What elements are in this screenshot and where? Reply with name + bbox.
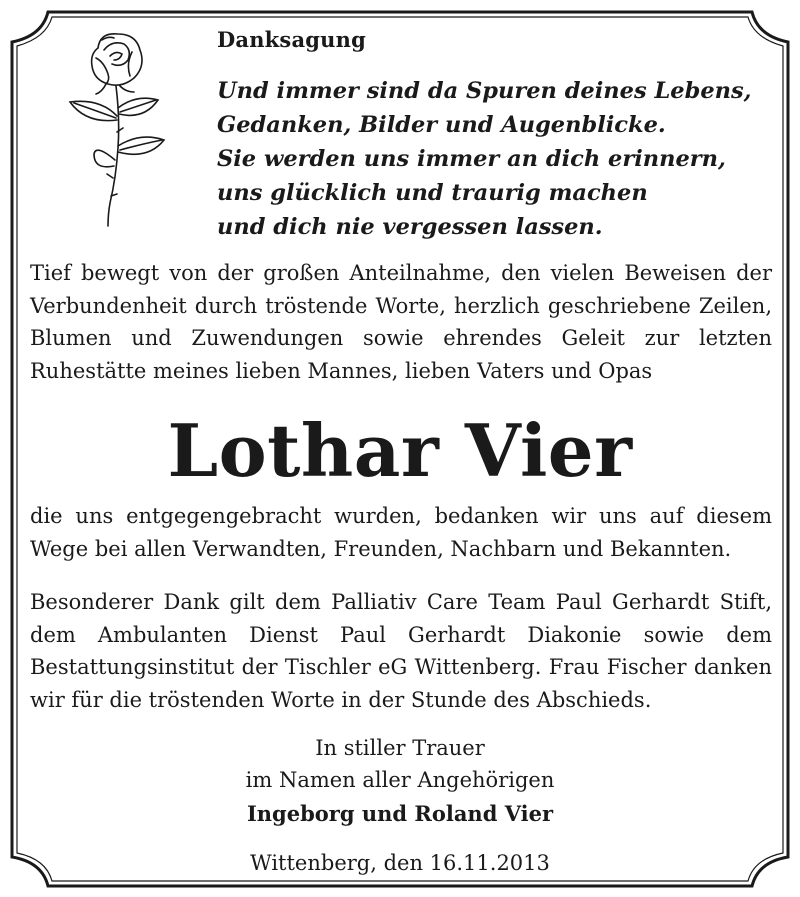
- closing-line-mourning: In stiller Trauer: [315, 736, 485, 760]
- closing-line-relatives: im Namen aller Angehörigen: [245, 768, 555, 792]
- poem-line: Und immer sind da Spuren deines Lebens,: [217, 78, 752, 104]
- paragraph-special-thanks: Besonderer Dank gilt dem Palliativ Care Team Paul Gerhardt Stift, dem Ambulanten Dienst Paul Gerhardt Diakonie sowie dem Bestattungsinstitut der Tischler eG Wittenberg. Frau Fischer danken wir für die tröstenden Worte in der Stunde des Abschieds.: [30, 590, 772, 712]
- poem: [217, 74, 752, 244]
- paragraph-gratitude-intro: Tief bewegt von der großen Anteilnahme, den vielen Beweisen der Verbundenheit durch tröstende Worte, herzlich geschriebene Zeilen, Blumen und Zuwendungen sowie ehrendes Geleit zur letzten Ruhestätte meines lieben Mannes, lieben Vaters und Opas: [30, 261, 772, 383]
- place-date: Wittenberg, den 16.11.2013: [250, 851, 550, 875]
- poem-line: uns glücklich und traurig machen: [217, 180, 648, 206]
- heading-danksagung: Danksagung: [217, 27, 366, 52]
- deceased-name: Lothar Vier: [167, 408, 633, 493]
- poem-line: und dich nie vergessen lassen.: [217, 214, 603, 240]
- signatories: Ingeborg und Roland Vier: [246, 801, 554, 826]
- rose-icon: [60, 28, 170, 233]
- paragraph-thanks: die uns entgegengebracht wurden, bedanken wir uns auf diesem Wege bei allen Verwandten, Freunden, Nachbarn und Bekannten.: [30, 504, 772, 561]
- poem-line: Sie werden uns immer an dich erinnern,: [217, 146, 726, 172]
- poem-line: Gedanken, Bilder und Augenblicke.: [217, 112, 666, 138]
